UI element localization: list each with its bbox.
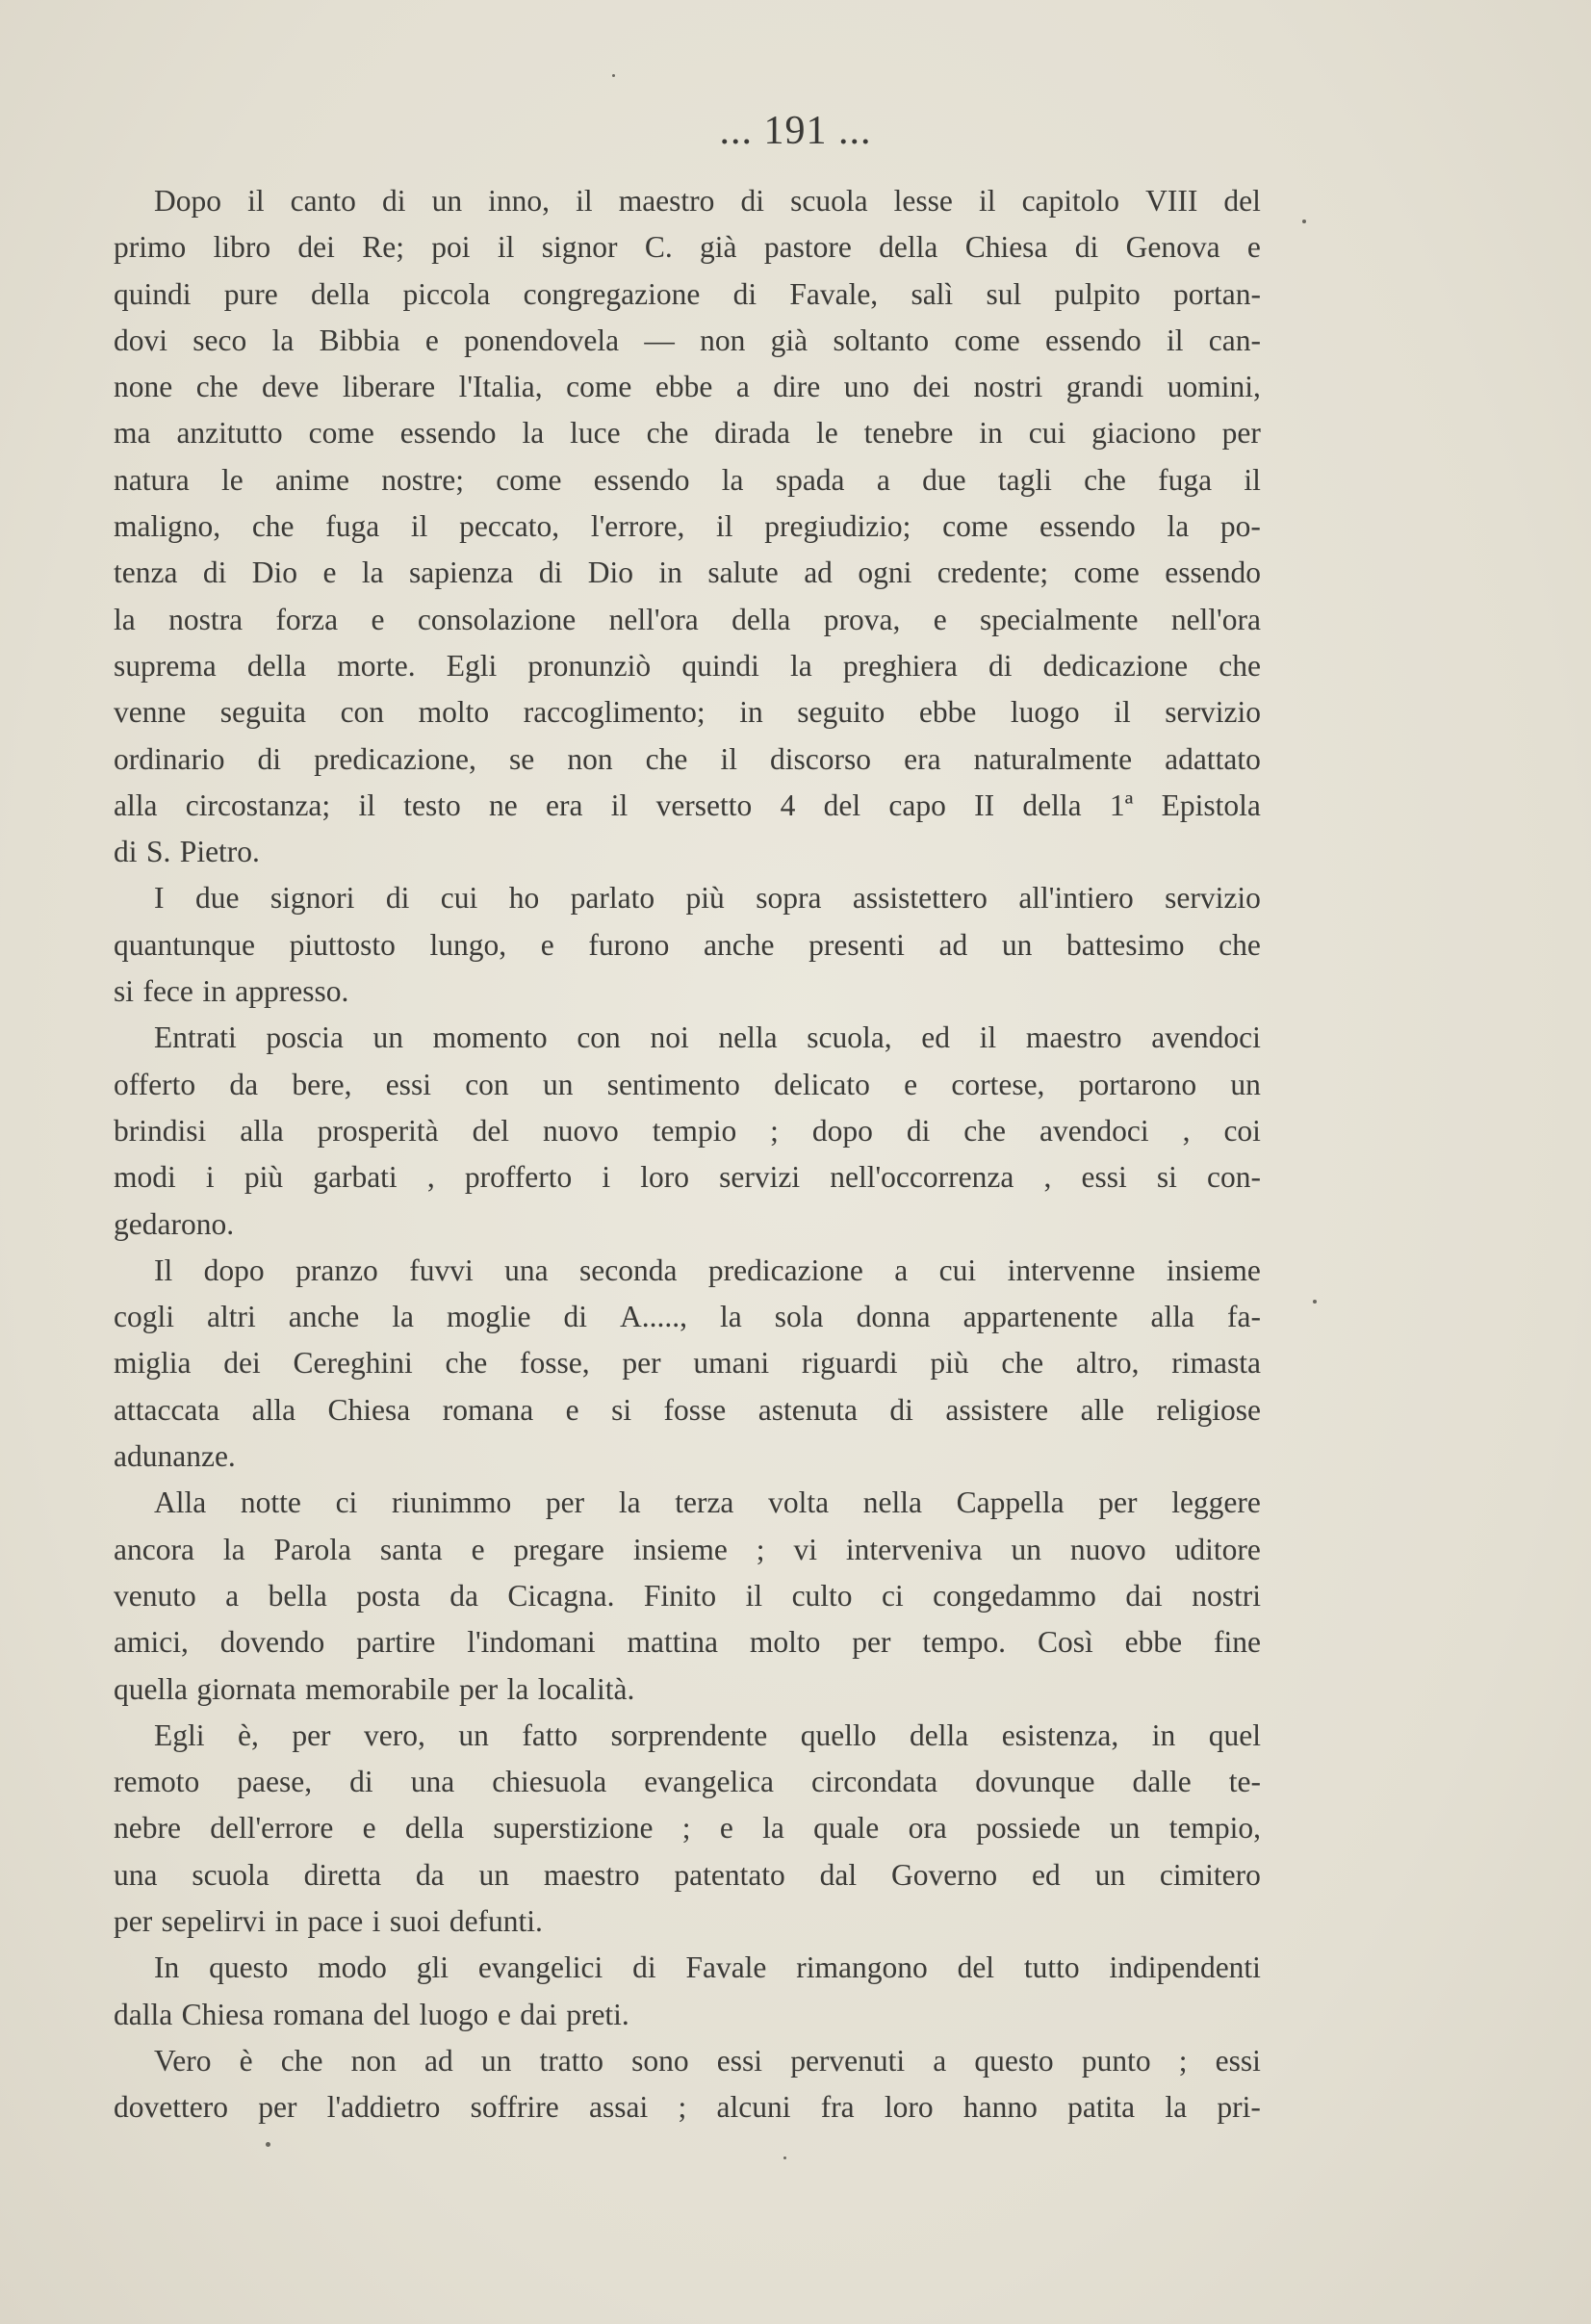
text-line: alla circostanza; il testo ne era il versetto 4 del capo II della 1ª Epistola xyxy=(114,788,1261,822)
text-line: venuto a bella posta da Cicagna. Finito il culto ci congedammo dai nostri xyxy=(114,1578,1261,1613)
text-line: una scuola diretta da un maestro patentato dal Governo ed un cimitero xyxy=(114,1857,1261,1892)
page-number: ... 191 ... xyxy=(719,109,872,153)
text-line: none che deve liberare l'Italia, come ebbe a dire uno dei nostri grandi uomini, xyxy=(114,370,1261,404)
paper-speck xyxy=(1302,219,1306,223)
text-line: dovettero per l'addietro soffrire assai ; alcuni fra loro hanno patita la pri- xyxy=(114,2090,1261,2125)
text-line: ancora la Parola santa e pregare insieme ; vi interveniva un nuovo uditore xyxy=(114,1532,1261,1566)
text-line: venne seguita con molto raccoglimento; in seguito ebbe luogo il servizio xyxy=(114,695,1261,730)
text-line: Dopo il canto di un inno, il maestro di scuola lesse il capitolo VIII del xyxy=(154,184,1261,218)
text-line: per sepelirvi in pace i suoi defunti. xyxy=(114,1903,543,1938)
paper-speck xyxy=(266,2142,270,2147)
text-line: primo libro dei Re; poi il signor C. già pastore della Chiesa di Genova e xyxy=(114,230,1261,265)
text-line: dalla Chiesa romana del luogo e dai preti. xyxy=(114,1997,629,2031)
text-line: cogli altri anche la moglie di A....., la sola donna appartenente alla fa- xyxy=(114,1300,1261,1334)
text-line: offerto da bere, essi con un sentimento delicato e cortese, portarono un xyxy=(114,1067,1261,1101)
text-line: nebre dell'errore e della superstizione ; e la quale ora possiede un tempio, xyxy=(114,1811,1261,1846)
text-line: quindi pure della piccola congregazione di Favale, salì sul pulpito portan- xyxy=(114,276,1261,311)
paper-speck xyxy=(1313,1300,1317,1304)
text-line: quantunque piuttosto lungo, e furono anche presenti ad un battesimo che xyxy=(114,927,1261,962)
text-line: I due signori di cui ho parlato più sopra assistettero all'intiero servizio xyxy=(154,881,1261,916)
text-line: attaccata alla Chiesa romana e si fosse astenuta di assistere alle religiose xyxy=(114,1392,1261,1427)
text-line: dovi seco la Bibbia e ponendovela — non già soltanto come essendo il can- xyxy=(114,323,1261,357)
text-line: brindisi alla prosperità del nuovo tempio ; dopo di che avendoci , coi xyxy=(114,1113,1261,1148)
paper-speck xyxy=(783,2156,786,2159)
text-line: amici, dovendo partire l'indomani mattina molto per tempo. Così ebbe fine xyxy=(114,1625,1261,1660)
text-line: maligno, che fuga il peccato, l'errore, il pregiudizio; come essendo la po- xyxy=(114,509,1261,544)
text-line: miglia dei Cereghini che fosse, per umani riguardi più che altro, rimasta xyxy=(114,1346,1261,1381)
text-line: ma anzitutto come essendo la luce che dirada le tenebre in cui giaciono per xyxy=(114,416,1261,451)
text-line: Il dopo pranzo fuvvi una seconda predicazione a cui intervenne insieme xyxy=(154,1252,1261,1287)
text-line: suprema della morte. Egli pronunziò quindi la preghiera di dedicazione che xyxy=(114,648,1261,683)
text-line: remoto paese, di una chiesuola evangelica circondata dovunque dalle te- xyxy=(114,1765,1261,1799)
text-line: ordinario di predicazione, se non che il discorso era naturalmente adattato xyxy=(114,741,1261,776)
text-line: tenza di Dio e la sapienza di Dio in salute ad ogni credente; come essendo xyxy=(114,555,1261,590)
text-line: Entrati poscia un momento con noi nella scuola, ed il maestro avendoci xyxy=(154,1020,1261,1055)
text-line: adunanze. xyxy=(114,1439,236,1474)
text-line: gedarono. xyxy=(114,1206,235,1241)
paper-speck xyxy=(612,74,615,77)
text-line: quella giornata memorabile per la località. xyxy=(114,1671,635,1706)
body-text xyxy=(114,178,1261,2130)
text-line: natura le anime nostre; come essendo la spada a due tagli che fuga il xyxy=(114,462,1261,497)
text-line: Vero è che non ad un tratto sono essi pervenuti a questo punto ; essi xyxy=(154,2043,1261,2078)
text-line: si fece in appresso. xyxy=(114,974,349,1009)
text-line: Egli è, per vero, un fatto sorprendente quello della esistenza, in quel xyxy=(154,1717,1261,1752)
text-line: In questo modo gli evangelici di Favale rimangono del tutto indipendenti xyxy=(154,1950,1261,1985)
text-line: Alla notte ci riunimmo per la terza volta nella Cappella per leggere xyxy=(154,1485,1261,1520)
text-line: la nostra forza e consolazione nell'ora della prova, e specialmente nell'ora xyxy=(114,602,1261,636)
text-line: di S. Pietro. xyxy=(114,835,260,869)
text-line: modi i più garbati , profferto i loro servizi nell'occorrenza , essi si con- xyxy=(114,1160,1261,1195)
